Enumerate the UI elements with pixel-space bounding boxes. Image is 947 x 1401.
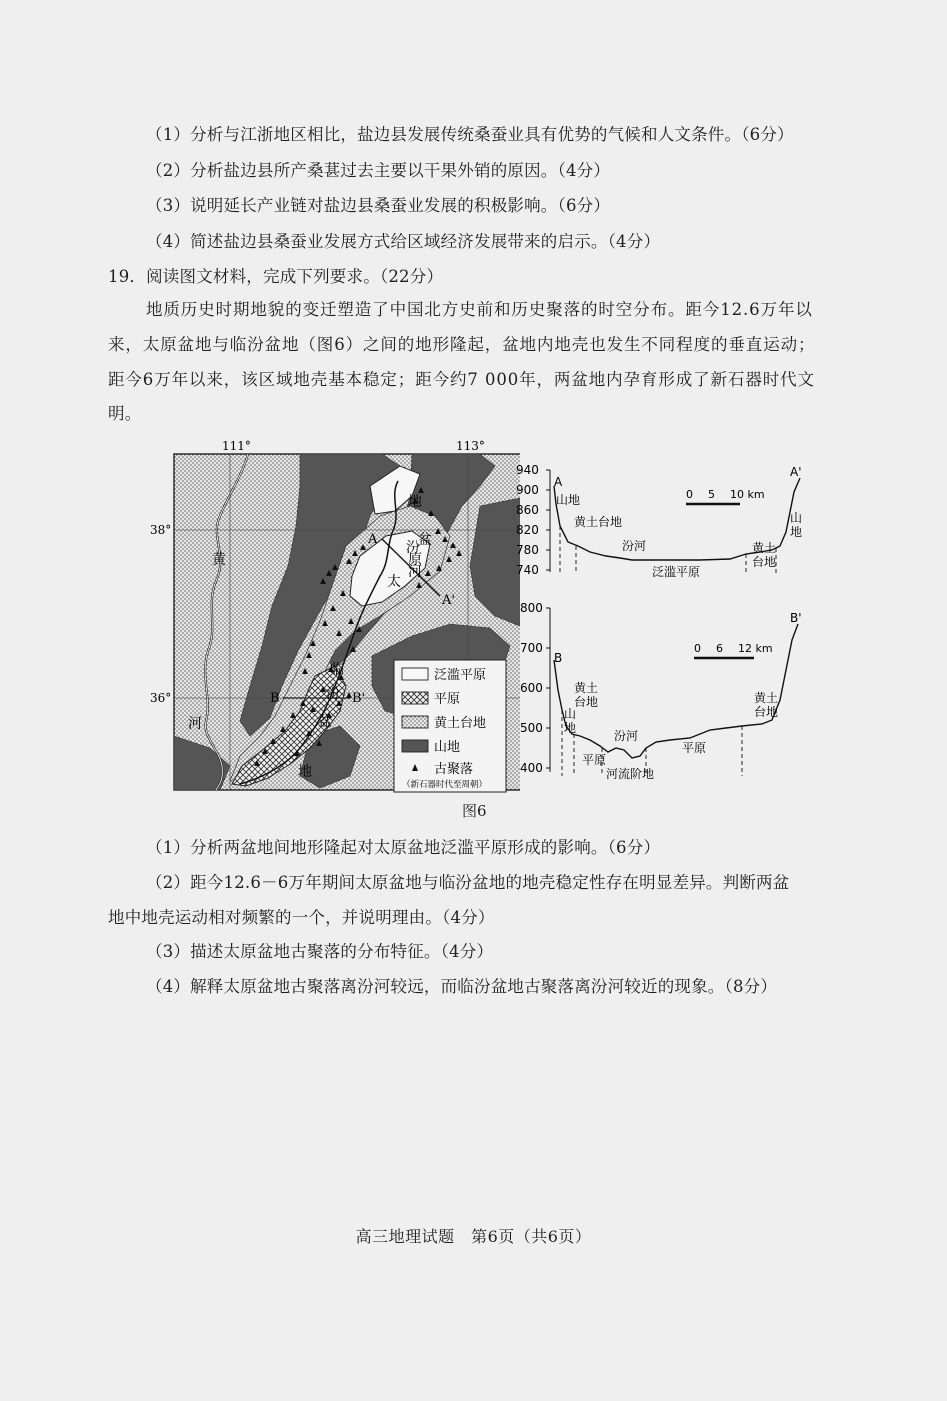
point-b: B <box>270 691 280 706</box>
profile-b-label-left-mountain-1: 山 <box>564 707 577 721</box>
profile-b-label-left-mountain-2: 地 <box>564 721 577 735</box>
lat-label-38: 38° <box>150 523 172 537</box>
legend-label-plain: 平原 <box>434 692 461 707</box>
q19-material-line-1: 地质历史时期地貌的变迁塑造了中国北方史前和历史聚落的时空分布。距今12.6万年以 <box>146 300 813 319</box>
profile-b-scale-0: 0 <box>694 642 701 655</box>
profile-b-scale-6: 6 <box>716 642 723 655</box>
profile-a-scale-0: 0 <box>686 488 693 501</box>
profile-a-scale-5: 5 <box>708 488 715 501</box>
linfen-char-4: 地 <box>298 764 312 780</box>
profile-a-label-right-mountain-2: 地 <box>790 525 803 539</box>
lon-label-113: 113° <box>456 439 485 453</box>
profile-a-start: A <box>554 475 563 489</box>
point-a-prime: A' <box>442 593 455 608</box>
q19-heading: 19．阅读图文材料，完成下列要求。（22分） <box>108 267 444 286</box>
profile-b-start: B <box>554 651 563 665</box>
profile-b-label-right-loess-1: 黄土 <box>754 691 779 705</box>
profile-b-label-left-loess-1: 黄土 <box>574 681 599 695</box>
linfen-char-2: 汾 <box>326 686 340 702</box>
profile-a-label-loess: 黄土台地 <box>574 515 623 529</box>
profile-a-label-right-mountain-1: 山 <box>790 511 803 525</box>
q19-part-2-line-1: （2）距今12.6－6万年期间太原盆地与临汾盆地的地壳稳定性存在明显差异。判断两盆 <box>146 873 790 892</box>
q18-part-3: （3）说明延长产业链对盐边县桑蚕业发展的积极影响。（6分） <box>146 196 611 215</box>
profile-a-label-right-loess-2: 台地 <box>752 555 777 569</box>
q19-material-line-4: 明。 <box>108 404 142 423</box>
profile-b-ytick-600: 600 <box>520 681 543 695</box>
fen-river-char-2: 河 <box>408 564 422 580</box>
profile-a-ytick-900: 900 <box>516 483 539 497</box>
legend-label-loess: 黄土台地 <box>434 716 487 731</box>
q19-part-2-line-2: 地中地壳运动相对频繁的一个，并说明理由。（4分） <box>108 908 495 927</box>
profile-b-ytick-400: 400 <box>520 761 543 775</box>
point-b-prime: B' <box>352 691 366 706</box>
lat-label-36: 36° <box>150 691 172 705</box>
huang-river-char-2: 河 <box>188 716 202 732</box>
profile-a-chart <box>510 456 830 591</box>
taiyuan-char-2: 原 <box>408 552 422 568</box>
taiyuan-char-3: 盆 <box>418 532 432 548</box>
profile-a-label-flood: 泛滥平原 <box>652 565 701 579</box>
huang-river-char-1: 黄 <box>212 552 226 568</box>
profile-b-label-right-loess-2: 台地 <box>754 705 779 719</box>
profile-b-ytick-500: 500 <box>520 721 543 735</box>
profile-b-label-river: 汾河 <box>614 729 639 743</box>
q18-part-2: （2）分析盐边县所产桑葚过去主要以干果外销的原因。（4分） <box>146 161 611 180</box>
q18-part-1: （1）分析与江浙地区相比，盐边县发展传统桑蚕业具有优势的气候和人文条件。（6分） <box>146 125 794 144</box>
profile-a-ytick-860: 860 <box>516 503 539 517</box>
legend-label-mountain: 山地 <box>434 740 461 755</box>
figure6-map <box>150 436 520 802</box>
profile-a-ytick-780: 780 <box>516 543 539 557</box>
profile-a-label-river: 汾河 <box>622 539 647 553</box>
profile-b-scale-12: 12 km <box>738 642 773 655</box>
q19-part-3: （3）描述太原盆地古聚落的分布特征。（4分） <box>146 942 494 961</box>
profile-a-end: A' <box>790 465 802 479</box>
legend-label-flood-plain: 泛滥平原 <box>434 668 487 683</box>
legend-label-settlement: 古聚落 <box>434 762 474 777</box>
profile-a-scale-10: 10 km <box>730 488 765 501</box>
lon-label-111: 111° <box>222 439 251 453</box>
profile-b-label-left-loess-2: 台地 <box>574 695 599 709</box>
linfen-char-3: 盆 <box>318 714 332 730</box>
page-footer: 高三地理试题 第6页（共6页） <box>355 1227 592 1246</box>
profile-a-label-left-mountain: 山地 <box>556 493 581 507</box>
profile-b-ytick-700: 700 <box>520 641 543 655</box>
profile-b-ytick-800: 800 <box>520 601 543 615</box>
profile-b-label-plain-right: 平原 <box>682 741 707 755</box>
figure-caption: 图6 <box>462 802 487 820</box>
linfen-char-1: 临 <box>330 662 344 678</box>
taiyuan-char-4: 地 <box>408 494 422 510</box>
q19-material-line-3: 距今6万年以来，该区域地壳基本稳定；距今约7 000年，两盆地内孕育形成了新石器时代文 <box>108 370 815 389</box>
q19-material-line-2: 来，太原盆地与临汾盆地（图6）之间的地形隆起，盆地内地壳也发生不同程度的垂直运动； <box>108 335 816 354</box>
profile-b-end: B' <box>790 611 802 625</box>
profile-a-ytick-820: 820 <box>516 523 539 537</box>
q19-part-4: （4）解释太原盆地古聚落离汾河较远，而临汾盆地古聚落离汾河较近的现象。（8分） <box>146 977 778 996</box>
taiyuan-char-1: 太 <box>387 574 401 590</box>
q18-part-4: （4）简述盐边县桑蚕业发展方式给区域经济发展带来的启示。（4分） <box>146 232 661 251</box>
fen-river-char-1: 汾 <box>406 540 420 556</box>
profile-a-ytick-740: 740 <box>516 563 539 577</box>
profile-b-label-terrace: 河流阶地 <box>606 767 655 781</box>
point-a: A <box>368 532 378 547</box>
legend-note: （新石器时代至周朝） <box>402 780 488 790</box>
profile-a-ytick-940: 940 <box>516 463 539 477</box>
profile-b-chart <box>510 600 830 790</box>
profile-a-label-right-loess-1: 黄土 <box>752 541 777 555</box>
profile-b-label-plain-left: 平原 <box>582 753 607 767</box>
q19-part-1: （1）分析两盆地间地形隆起对太原盆地泛滥平原形成的影响。（6分） <box>146 838 661 857</box>
